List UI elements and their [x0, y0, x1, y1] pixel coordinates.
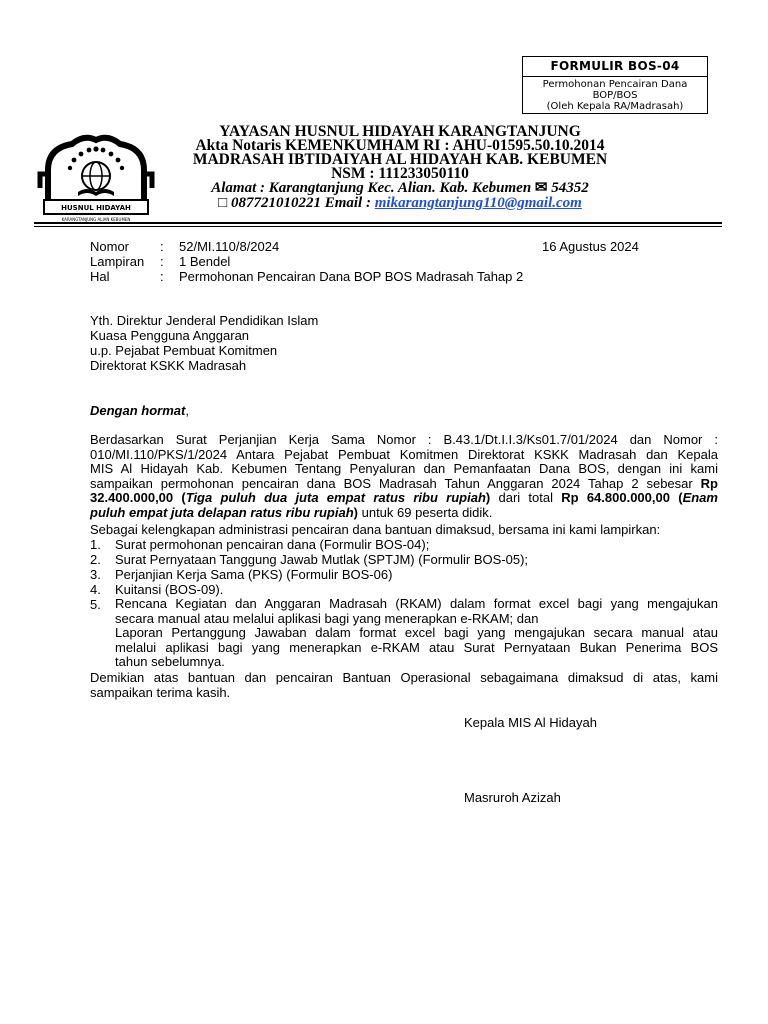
list-item: Surat Pernyataan Tanggung Jawab Mutlak (SPTJM) (Formulir BOS-05);	[115, 552, 529, 567]
paragraph-line	[90, 477, 718, 492]
amount-total: Rp 64.800.000,00	[561, 490, 670, 506]
closing-line: sampaikan terima kasih.	[90, 684, 231, 700]
text-run: sampaikan permohonan pencairan dana BOS Madrasah Tahun Anggaran 2024 Tahap 2 sebesar	[90, 475, 693, 491]
list-item-line: tahun sebelumnya.	[115, 654, 225, 670]
bracket: )	[485, 490, 491, 506]
email-label: Email :	[324, 195, 371, 211]
envelope-icon: ✉	[534, 180, 548, 196]
separator: :	[160, 239, 164, 254]
nomor-value: 52/MI.110/8/2024	[179, 239, 280, 254]
school-contact	[160, 194, 640, 212]
recipient-line-4: Direktorat KSKK Madrasah	[90, 358, 247, 373]
amount-total-words-cont: puluh empat juta delapan ratus ribu rupiah	[90, 504, 354, 520]
signature-name: Masruroh Azizah	[464, 790, 561, 805]
list-number: 4.	[90, 582, 101, 597]
signature-title: Kepala MIS Al Hidayah	[464, 715, 597, 730]
amount-words: Tiga puluh dua juta empat ratus ribu rupiah	[185, 490, 486, 506]
amount-stage: 32.400.000,00	[90, 490, 174, 506]
salutation-text: Dengan hormat	[90, 403, 186, 418]
separator: :	[160, 269, 164, 284]
form-subtitle	[523, 77, 707, 112]
school-nsm: NSM : 111233050110	[331, 165, 469, 182]
list-item-rkam	[115, 597, 718, 670]
recipient-line-2: Kuasa Pengguna Anggaran	[90, 328, 250, 343]
hal-value: Permohonan Pencairan Dana BOP BOS Madrasah Tahap 2	[179, 269, 524, 284]
form-subtitle-line-1: Permohonan Pencairan Dana	[542, 79, 688, 90]
school-name: MADRASAH IBTIDAIYAH AL HIDAYAH KAB. KEBUMEN	[192, 151, 608, 168]
list-number: 1.	[90, 537, 101, 552]
closing-paragraph	[90, 671, 718, 700]
closing-line: Demikian atas bantuan dan pencairan Bantuan Operasional sebagaimana dimaksud di atas, kami	[90, 670, 718, 685]
school-logo	[34, 130, 158, 226]
list-item-line: melalui aplikasi bagi yang menerapkan e-RKAM atau Surat Pernyataan Bukan Penerima BOS	[115, 639, 718, 655]
paragraph-line	[90, 491, 718, 506]
paragraph-agreement	[90, 433, 718, 521]
bracket: )	[353, 504, 358, 520]
recipient-line-1: Yth. Direktur Jenderal Pendidikan Islam	[90, 313, 319, 328]
separator: :	[160, 254, 164, 269]
notary-deed: Akta Notaris KEMENKUMHAM RI : AHU-01595.50.10.2014	[195, 137, 605, 154]
text-run: dari total	[498, 490, 553, 506]
lampiran-value: 1 Bendel	[179, 254, 231, 269]
address-text: Alamat : Karangtanjung Kec. Alian. Kab. Kebumen	[211, 180, 532, 196]
list-item-line: Laporan Pertanggung Jawaban dalam format excel bagi yang mengajukan secara manual atau	[115, 625, 718, 641]
salutation	[90, 403, 189, 418]
logo-subtext: KARANGTANJUNG ALIAN KEBUMEN	[61, 217, 131, 222]
list-number: 2.	[90, 552, 101, 567]
form-subtitle-line-3: (Oleh Kepala RA/Madrasah)	[546, 101, 684, 112]
lampiran-label: Lampiran	[90, 254, 145, 269]
letterhead-rule	[34, 222, 722, 224]
postcode: 54352	[551, 180, 589, 196]
amount-total-words: Enam	[682, 490, 718, 506]
letterhead-rule-thin	[34, 226, 722, 227]
hal-label: Hal	[90, 269, 110, 284]
bracket: (	[678, 490, 683, 506]
paragraph-line: MIS Al Hidayah Kab. Kebumen Tentang Penyaluran dan Pemanfaatan Dana BOS, dengan ini kami	[90, 461, 718, 477]
amount-currency: Rp	[700, 475, 718, 491]
paragraph-line: Berdasarkan Surat Perjanjian Kerja Sama Nomor : B.43.1/Dt.I.I.3/Ks01.7/01/2024 dan Nomor :	[90, 432, 718, 447]
paragraph-line	[90, 506, 718, 521]
form-code-box	[522, 56, 708, 114]
foundation-name: YAYASAN HUSNUL HIDAYAH KARANGTANJUNG	[219, 123, 581, 140]
letter-date: 16 Agustus 2024	[542, 239, 639, 254]
bracket: (	[181, 490, 186, 506]
phone-icon: □	[218, 195, 228, 211]
list-item-line: Rencana Kegiatan dan Anggaran Madrasah (RKAM) dalam format excel bagi yang mengajukan	[115, 596, 718, 611]
form-code: FORMULIR BOS-04	[523, 57, 707, 77]
paragraph-line: 010/MI.110/PKS/1/2024 Antara Pejabat Pembuat Komitmen Direktorat KSKK Madrasah dan Kepala	[90, 446, 718, 462]
phone-number: 087721010221	[230, 195, 321, 211]
salutation-punct: ,	[185, 403, 189, 418]
list-item-line: secara manual atau melalui aplikasi bagi yang menerapkan e-RKAM; dan	[115, 610, 539, 626]
list-item: Kuitansi (BOS-09).	[115, 582, 224, 597]
email-link[interactable]: mikarangtanjung110@gmail.com	[374, 195, 582, 211]
form-subtitle-line-2: BOP/BOS	[592, 90, 638, 101]
list-number: 5.	[90, 597, 101, 612]
logo-text: HUSNUL HIDAYAH	[61, 204, 131, 212]
list-item: Perjanjian Kerja Sama (PKS) (Formulir BOS-06)	[115, 567, 393, 582]
attachments-intro: Sebagai kelengkapan administrasi pencairan dana bantuan dimaksud, bersama ini kami lampirkan:	[90, 522, 661, 537]
text-run: untuk 69 peserta didik.	[361, 504, 493, 520]
recipient-line-3: u.p. Pejabat Pembuat Komitmen	[90, 343, 278, 358]
list-item: Surat permohonan pencairan dana (Formulir BOS-04);	[115, 537, 430, 552]
list-number: 3.	[90, 567, 101, 582]
nomor-label: Nomor	[90, 239, 130, 254]
